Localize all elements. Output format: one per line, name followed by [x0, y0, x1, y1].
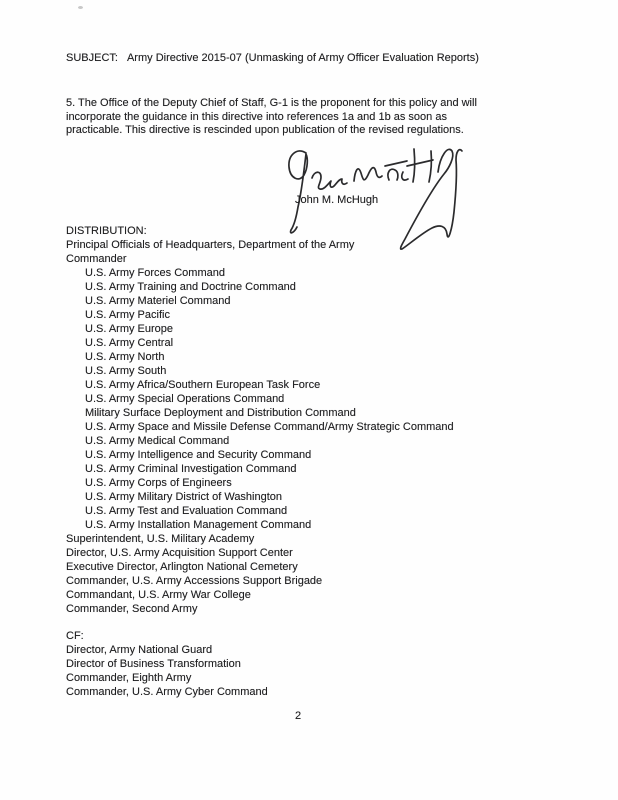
list-item: U.S. Army Pacific	[85, 309, 170, 321]
list-item: U.S. Army Installation Management Command	[85, 519, 312, 531]
distribution-section	[66, 224, 454, 616]
list-item: U.S. Army Military District of Washington	[85, 491, 283, 503]
list-item: Director of Business Transformation	[66, 658, 241, 670]
cf-heading: CF:	[66, 630, 84, 642]
paragraph-line: practicable. This directive is rescinded upon publication of the revised regulations.	[66, 124, 464, 137]
list-item: Director, U.S. Army Acquisition Support Center	[66, 547, 293, 559]
list-item: Director, Army National Guard	[66, 644, 213, 656]
list-item: U.S. Army Africa/Southern European Task Force	[85, 379, 321, 391]
list-item: Superintendent, U.S. Military Academy	[66, 533, 255, 545]
list-item: U.S. Army Training and Doctrine Command	[85, 281, 296, 293]
list-item: U.S. Army Materiel Command	[85, 295, 231, 307]
list-item: Commander, U.S. Army Cyber Command	[66, 686, 268, 698]
paragraph-5	[66, 97, 546, 138]
subject-text: Army Directive 2015-07 (Unmasking of Army Officer Evaluation Reports)	[126, 52, 479, 64]
list-item: Principal Officials of Headquarters, Department of the Army	[66, 239, 355, 251]
list-item: U.S. Army Test and Evaluation Command	[85, 505, 288, 517]
list-item: U.S. Army Intelligence and Security Command	[85, 449, 312, 461]
list-item: Executive Director, Arlington National Cemetery	[66, 561, 298, 573]
distribution-heading: DISTRIBUTION:	[66, 225, 147, 237]
list-item: U.S. Army Criminal Investigation Command	[85, 463, 297, 475]
cf-list	[66, 643, 268, 699]
cf-section	[66, 629, 268, 699]
list-item: Commander, U.S. Army Accessions Support Brigade	[66, 575, 323, 587]
scan-artifact	[78, 6, 83, 9]
list-item: Military Surface Deployment and Distribution Command	[85, 407, 356, 419]
signatory-typed-name: John M. McHugh	[295, 194, 379, 206]
list-item: U.S. Army Corps of Engineers	[85, 477, 232, 489]
list-item: Commander, Eighth Army	[66, 672, 192, 684]
list-item: U.S. Army Central	[85, 337, 174, 349]
page-number: 2	[294, 710, 302, 722]
distribution-list	[66, 238, 454, 616]
paragraph-line: 5. The Office of the Deputy Chief of Staff, G-1 is the proponent for this policy and will	[66, 97, 477, 109]
list-item: U.S. Army North	[85, 351, 165, 363]
list-item: U.S. Army South	[85, 365, 167, 377]
list-item: Commandant, U.S. Army War College	[66, 589, 251, 601]
list-item: Commander	[66, 253, 127, 265]
list-item: Commander, Second Army	[66, 603, 198, 615]
list-item: U.S. Army Special Operations Command	[85, 393, 285, 405]
subject-label: SUBJECT:	[66, 52, 118, 64]
list-item: U.S. Army Medical Command	[85, 435, 230, 447]
list-item: U.S. Army Forces Command	[85, 267, 225, 279]
list-item: U.S. Army Space and Missile Defense Command/Army Strategic Command	[85, 421, 454, 433]
list-item: U.S. Army Europe	[85, 323, 174, 335]
subject-line	[66, 52, 479, 64]
paragraph-line: incorporate the guidance in this directive into references 1a and 1b as soon as	[66, 110, 447, 123]
